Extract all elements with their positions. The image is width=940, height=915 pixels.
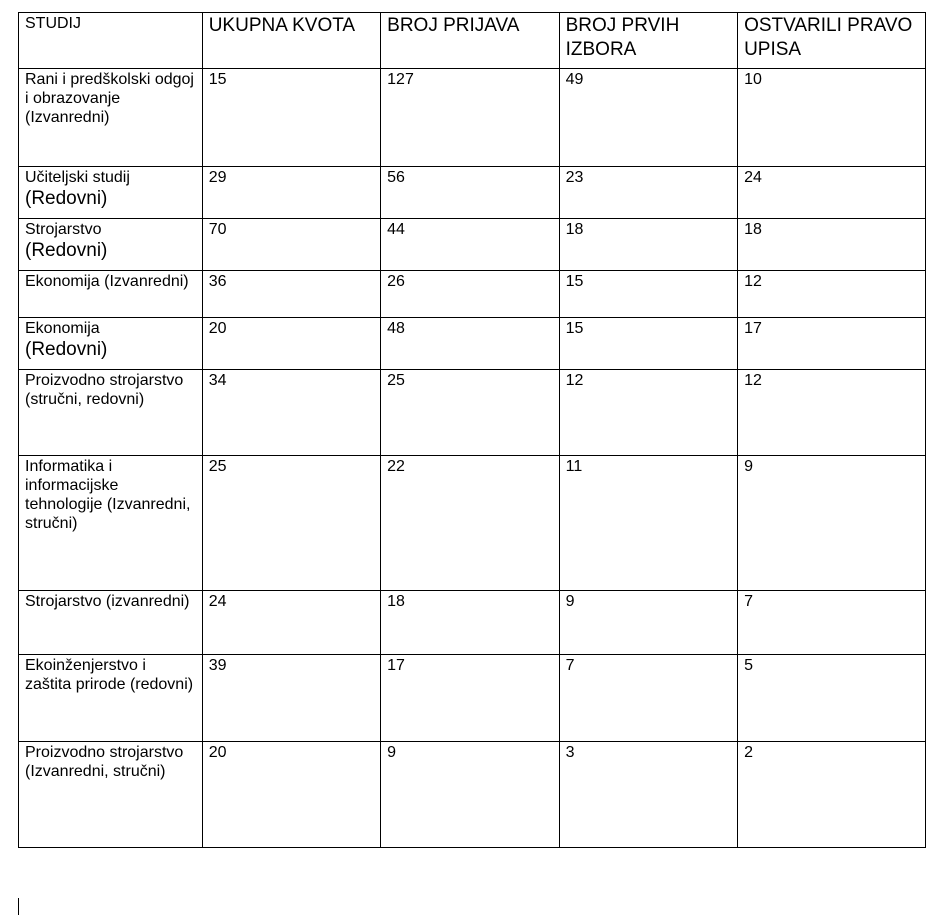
study-mode: (Redovni) xyxy=(25,339,108,360)
prvi-izbori-cell: 18 xyxy=(559,219,737,271)
prijave-cell: 17 xyxy=(381,655,559,742)
study-cell xyxy=(19,456,203,591)
study-cell xyxy=(19,655,203,742)
kvota-cell: 20 xyxy=(202,318,380,370)
table-row xyxy=(19,742,926,848)
table-row xyxy=(19,167,926,219)
study-cell xyxy=(19,591,203,655)
study-name: Ekonomija xyxy=(25,320,100,337)
prvi-izbori-cell: 7 xyxy=(559,655,737,742)
kvota-cell: 34 xyxy=(202,370,380,456)
prijave-cell: 18 xyxy=(381,591,559,655)
table-continuation-border xyxy=(18,898,19,915)
prvi-izbori-cell: 49 xyxy=(559,69,737,167)
study-mode: (Redovni) xyxy=(25,240,108,261)
study-name: Informatika i informacijske tehnologije (Izvanredni, stručni) xyxy=(25,458,191,532)
table-row xyxy=(19,655,926,742)
prvi-izbori-cell: 11 xyxy=(559,456,737,591)
prvi-izbori-cell: 15 xyxy=(559,271,737,318)
study-cell xyxy=(19,69,203,167)
study-cell xyxy=(19,271,203,318)
table-row xyxy=(19,370,926,456)
header-studij: STUDIJ xyxy=(19,13,203,69)
prvi-izbori-cell: 23 xyxy=(559,167,737,219)
pravo-upisa-cell: 7 xyxy=(738,591,926,655)
prijave-cell: 48 xyxy=(381,318,559,370)
pravo-upisa-cell: 2 xyxy=(738,742,926,848)
prijave-cell: 26 xyxy=(381,271,559,318)
prijave-cell: 56 xyxy=(381,167,559,219)
pravo-upisa-cell: 5 xyxy=(738,655,926,742)
enrollment-table xyxy=(18,12,926,848)
header-prijave: BROJ PRIJAVA xyxy=(381,13,559,69)
pravo-upisa-cell: 17 xyxy=(738,318,926,370)
table-row xyxy=(19,219,926,271)
prvi-izbori-cell: 9 xyxy=(559,591,737,655)
prijave-cell: 25 xyxy=(381,370,559,456)
study-cell xyxy=(19,370,203,456)
kvota-cell: 29 xyxy=(202,167,380,219)
prijave-cell: 127 xyxy=(381,69,559,167)
kvota-cell: 36 xyxy=(202,271,380,318)
study-name: Rani i predškolski odgoj i obrazovanje (Izvanredni) xyxy=(25,71,194,126)
study-name: Proizvodno strojarstvo (Izvanredni, stručni) xyxy=(25,744,184,780)
prijave-cell: 44 xyxy=(381,219,559,271)
study-name: Strojarstvo xyxy=(25,221,102,238)
table-header-row xyxy=(19,13,926,69)
kvota-cell: 20 xyxy=(202,742,380,848)
kvota-cell: 25 xyxy=(202,456,380,591)
pravo-upisa-cell: 24 xyxy=(738,167,926,219)
study-cell xyxy=(19,318,203,370)
kvota-cell: 15 xyxy=(202,69,380,167)
table-row xyxy=(19,271,926,318)
table-row xyxy=(19,69,926,167)
table-row xyxy=(19,456,926,591)
header-prvi-izbori: BROJ PRVIH IZBORA xyxy=(559,13,737,69)
study-name: Učiteljski studij xyxy=(25,169,130,186)
study-cell xyxy=(19,219,203,271)
study-mode: (Redovni) xyxy=(25,188,108,209)
header-pravo-upisa: OSTVARILI PRAVO UPISA xyxy=(738,13,926,69)
study-cell xyxy=(19,742,203,848)
header-kvota: UKUPNA KVOTA xyxy=(202,13,380,69)
prvi-izbori-cell: 3 xyxy=(559,742,737,848)
kvota-cell: 24 xyxy=(202,591,380,655)
prijave-cell: 22 xyxy=(381,456,559,591)
pravo-upisa-cell: 12 xyxy=(738,370,926,456)
pravo-upisa-cell: 10 xyxy=(738,69,926,167)
study-name: Strojarstvo (izvanredni) xyxy=(25,593,190,610)
study-name: Ekonomija (Izvanredni) xyxy=(25,273,189,290)
study-name: Ekoinženjerstvo i zaštita prirode (redovni) xyxy=(25,657,194,693)
pravo-upisa-cell: 9 xyxy=(738,456,926,591)
pravo-upisa-cell: 18 xyxy=(738,219,926,271)
study-cell xyxy=(19,167,203,219)
table-row xyxy=(19,318,926,370)
prijave-cell: 9 xyxy=(381,742,559,848)
kvota-cell: 39 xyxy=(202,655,380,742)
table-row xyxy=(19,591,926,655)
pravo-upisa-cell: 12 xyxy=(738,271,926,318)
prvi-izbori-cell: 12 xyxy=(559,370,737,456)
prvi-izbori-cell: 15 xyxy=(559,318,737,370)
study-name: Proizvodno strojarstvo (stručni, redovni) xyxy=(25,372,184,408)
kvota-cell: 70 xyxy=(202,219,380,271)
